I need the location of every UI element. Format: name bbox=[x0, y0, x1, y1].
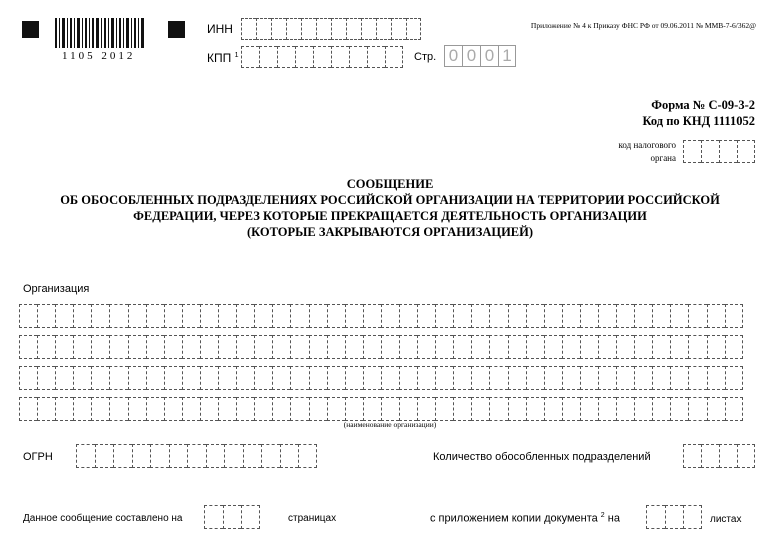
organization-cell[interactable] bbox=[236, 366, 254, 390]
organization-cell[interactable] bbox=[91, 335, 109, 359]
inn-cells[interactable] bbox=[241, 18, 421, 40]
organization-cell[interactable] bbox=[634, 304, 652, 328]
organization-cell[interactable] bbox=[580, 397, 598, 421]
organization-cell[interactable] bbox=[236, 335, 254, 359]
organization-cell[interactable] bbox=[471, 397, 489, 421]
page-number-cells bbox=[444, 45, 516, 67]
organization-cell[interactable] bbox=[489, 366, 507, 390]
organization-cell[interactable] bbox=[290, 397, 308, 421]
knd-code: Код по КНД 1111052 bbox=[642, 114, 755, 128]
organization-cell[interactable] bbox=[164, 397, 182, 421]
organization-cell[interactable] bbox=[37, 335, 55, 359]
organization-cell[interactable] bbox=[544, 397, 562, 421]
organization-cell[interactable] bbox=[381, 397, 399, 421]
organization-cell[interactable] bbox=[146, 304, 164, 328]
organization-cell[interactable] bbox=[128, 366, 146, 390]
organization-cell[interactable] bbox=[128, 397, 146, 421]
document-title: СООБЩЕНИЕ ОБ ОБОСОБЛЕННЫХ ПОДРАЗДЕЛЕНИЯХ РОССИЙСКОЙ ОРГАНИЗАЦИИ НА ТЕРРИТОРИИ РОССИЙСКОЙ ФЕДЕРАЦИИ, ЧЕРЕЗ КОТОРЫЕ ПРЕКРАЩАЕТСЯ ДЕЯТЕЛЬНОСТЬ ОРГАНИЗАЦИИ (КОТОРЫЕ ЗАКРЫВАЮТСЯ ОРГАНИЗАЦИЕЙ) bbox=[60, 177, 720, 239]
organization-cell[interactable] bbox=[309, 366, 327, 390]
organization-cell[interactable] bbox=[417, 304, 435, 328]
organization-cell[interactable] bbox=[399, 366, 417, 390]
organization-cells-row-3[interactable] bbox=[19, 366, 743, 390]
organization-cell[interactable] bbox=[182, 397, 200, 421]
organization-cell[interactable] bbox=[381, 335, 399, 359]
organization-cell[interactable] bbox=[128, 304, 146, 328]
organization-cell[interactable] bbox=[562, 397, 580, 421]
organization-cell[interactable] bbox=[453, 366, 471, 390]
organization-cell[interactable] bbox=[725, 397, 743, 421]
organization-cell[interactable] bbox=[435, 397, 453, 421]
organization-cell[interactable] bbox=[327, 366, 345, 390]
organization-cell[interactable] bbox=[345, 397, 363, 421]
organization-cell[interactable] bbox=[19, 366, 37, 390]
organization-cell[interactable] bbox=[725, 366, 743, 390]
organization-cell[interactable] bbox=[363, 335, 381, 359]
organization-cell[interactable] bbox=[327, 335, 345, 359]
tax-authority-code-label: код налогового органа bbox=[618, 140, 676, 163]
organization-cell[interactable] bbox=[652, 397, 670, 421]
organization-cell[interactable] bbox=[254, 366, 272, 390]
organization-cell[interactable] bbox=[55, 366, 73, 390]
organization-cell[interactable] bbox=[381, 366, 399, 390]
organization-cell[interactable] bbox=[182, 366, 200, 390]
organization-cell[interactable] bbox=[164, 366, 182, 390]
barcode bbox=[55, 18, 147, 52]
pages-count-cells[interactable] bbox=[204, 505, 260, 529]
ogrn-label: ОГРН bbox=[23, 451, 53, 463]
organization-cell[interactable] bbox=[598, 304, 616, 328]
organization-cell[interactable] bbox=[309, 304, 327, 328]
barcode-number: 1105 2012 bbox=[62, 50, 136, 62]
organization-cell[interactable] bbox=[37, 304, 55, 328]
organization-cell[interactable] bbox=[164, 304, 182, 328]
inn-label: ИНН bbox=[207, 22, 233, 36]
organization-cell[interactable] bbox=[146, 366, 164, 390]
organization-cell[interactable] bbox=[435, 304, 453, 328]
sheets-count-cells[interactable] bbox=[646, 505, 702, 529]
organization-cell[interactable] bbox=[580, 335, 598, 359]
organization-cell[interactable] bbox=[453, 335, 471, 359]
organization-cell[interactable] bbox=[109, 397, 127, 421]
organization-cell[interactable] bbox=[109, 366, 127, 390]
organization-cell[interactable] bbox=[562, 304, 580, 328]
organization-cell[interactable] bbox=[453, 304, 471, 328]
page-digit: 0 bbox=[462, 45, 480, 67]
organization-cell[interactable] bbox=[508, 397, 526, 421]
organization-cell[interactable] bbox=[200, 366, 218, 390]
organization-cell[interactable] bbox=[508, 366, 526, 390]
organization-cell[interactable] bbox=[544, 366, 562, 390]
organization-cell[interactable] bbox=[272, 397, 290, 421]
organization-cell[interactable] bbox=[37, 397, 55, 421]
organization-cell[interactable] bbox=[19, 397, 37, 421]
organization-cell[interactable] bbox=[91, 304, 109, 328]
ogrn-cells[interactable] bbox=[76, 444, 317, 468]
tax-authority-code-cells[interactable] bbox=[683, 140, 755, 163]
organization-cell[interactable] bbox=[634, 397, 652, 421]
organization-cell[interactable] bbox=[363, 366, 381, 390]
organization-cell[interactable] bbox=[707, 397, 725, 421]
organization-cell[interactable] bbox=[417, 366, 435, 390]
organization-cell[interactable] bbox=[616, 397, 634, 421]
organization-cell[interactable] bbox=[634, 335, 652, 359]
page-digit: 0 bbox=[444, 45, 462, 67]
organization-label: Организация bbox=[23, 283, 90, 295]
organization-cell[interactable] bbox=[345, 304, 363, 328]
organization-cell[interactable] bbox=[688, 397, 706, 421]
organization-cell[interactable] bbox=[598, 366, 616, 390]
organization-cell[interactable] bbox=[707, 335, 725, 359]
organization-cell[interactable] bbox=[526, 366, 544, 390]
page-label: Стр. bbox=[414, 51, 437, 63]
organization-cell[interactable] bbox=[544, 304, 562, 328]
organization-cell[interactable] bbox=[417, 335, 435, 359]
organization-cells-row-2[interactable] bbox=[19, 335, 743, 359]
organization-cell[interactable] bbox=[598, 397, 616, 421]
organization-cell[interactable] bbox=[489, 397, 507, 421]
organization-cell[interactable] bbox=[182, 335, 200, 359]
organization-cell[interactable] bbox=[290, 366, 308, 390]
form-number: Форма № С-09-3-2 bbox=[651, 98, 755, 112]
subdivisions-count-label: Количество обособленных подразделений bbox=[433, 451, 651, 463]
organization-cell[interactable] bbox=[435, 366, 453, 390]
organization-cell[interactable] bbox=[73, 366, 91, 390]
organization-cell[interactable] bbox=[236, 304, 254, 328]
organization-cells-row-1[interactable] bbox=[19, 304, 743, 328]
organization-cell[interactable] bbox=[526, 335, 544, 359]
organization-cell[interactable] bbox=[309, 397, 327, 421]
organization-cell[interactable] bbox=[55, 397, 73, 421]
organization-cell[interactable] bbox=[562, 335, 580, 359]
organization-cell[interactable] bbox=[544, 335, 562, 359]
organization-cell[interactable] bbox=[725, 335, 743, 359]
organization-cell[interactable] bbox=[688, 335, 706, 359]
organization-cell[interactable] bbox=[725, 304, 743, 328]
organization-cell[interactable] bbox=[254, 335, 272, 359]
organization-cell[interactable] bbox=[55, 335, 73, 359]
organization-cell[interactable] bbox=[453, 397, 471, 421]
organization-cell[interactable] bbox=[272, 335, 290, 359]
organization-cell[interactable] bbox=[471, 366, 489, 390]
organization-cell[interactable] bbox=[616, 366, 634, 390]
organization-cell[interactable] bbox=[309, 335, 327, 359]
organization-cell[interactable] bbox=[73, 304, 91, 328]
organization-cell[interactable] bbox=[218, 397, 236, 421]
composed-on-label: Данное сообщение составлено на bbox=[23, 513, 183, 524]
organization-cell[interactable] bbox=[290, 335, 308, 359]
organization-cell[interactable] bbox=[91, 397, 109, 421]
organization-cell[interactable] bbox=[19, 304, 37, 328]
organization-cell[interactable] bbox=[399, 335, 417, 359]
subdivisions-count-cells[interactable] bbox=[683, 444, 755, 468]
organization-cell[interactable] bbox=[652, 335, 670, 359]
organization-cell[interactable] bbox=[652, 366, 670, 390]
organization-cell[interactable] bbox=[345, 366, 363, 390]
organization-cell[interactable] bbox=[146, 335, 164, 359]
organization-cell[interactable] bbox=[471, 304, 489, 328]
organization-cells-row-4[interactable] bbox=[19, 397, 743, 421]
organization-cell[interactable] bbox=[182, 304, 200, 328]
pages-label: страницах bbox=[288, 513, 337, 524]
organization-cell[interactable] bbox=[37, 366, 55, 390]
organization-cell[interactable] bbox=[707, 304, 725, 328]
organization-cell[interactable] bbox=[417, 397, 435, 421]
organization-cell[interactable] bbox=[471, 335, 489, 359]
organization-cell[interactable] bbox=[652, 304, 670, 328]
organization-cell[interactable] bbox=[435, 335, 453, 359]
organization-cell[interactable] bbox=[91, 366, 109, 390]
appendix-note: Приложение № 4 к Приказу ФНС РФ от 09.06.2011 № ММВ-7-6/362@ bbox=[530, 21, 756, 30]
organization-cell[interactable] bbox=[109, 304, 127, 328]
organization-cell[interactable] bbox=[254, 397, 272, 421]
organization-cell[interactable] bbox=[73, 335, 91, 359]
organization-cell[interactable] bbox=[670, 366, 688, 390]
organization-cell[interactable] bbox=[526, 304, 544, 328]
organization-cell[interactable] bbox=[164, 335, 182, 359]
organization-cell[interactable] bbox=[73, 397, 91, 421]
organization-cell[interactable] bbox=[218, 366, 236, 390]
organization-cell[interactable] bbox=[526, 397, 544, 421]
organization-cell[interactable] bbox=[218, 304, 236, 328]
organization-cell[interactable] bbox=[272, 304, 290, 328]
organization-cell[interactable] bbox=[598, 335, 616, 359]
organization-cell[interactable] bbox=[327, 304, 345, 328]
organization-cell[interactable] bbox=[399, 304, 417, 328]
organization-cell[interactable] bbox=[363, 304, 381, 328]
page-digit: 1 bbox=[498, 45, 516, 67]
organization-cell[interactable] bbox=[19, 335, 37, 359]
organization-cell[interactable] bbox=[580, 304, 598, 328]
organization-cell[interactable] bbox=[381, 304, 399, 328]
organization-cell[interactable] bbox=[580, 366, 598, 390]
organization-cell[interactable] bbox=[218, 335, 236, 359]
organization-cell[interactable] bbox=[707, 366, 725, 390]
organization-cell[interactable] bbox=[272, 366, 290, 390]
organization-cell[interactable] bbox=[616, 304, 634, 328]
organization-cell[interactable] bbox=[670, 304, 688, 328]
organization-cell[interactable] bbox=[146, 397, 164, 421]
organization-cell[interactable] bbox=[508, 304, 526, 328]
organization-cell[interactable] bbox=[290, 304, 308, 328]
organization-cell[interactable] bbox=[128, 335, 146, 359]
organization-cell[interactable] bbox=[688, 366, 706, 390]
organization-cell[interactable] bbox=[688, 304, 706, 328]
kpp-cells[interactable] bbox=[241, 46, 403, 68]
registration-marker-left bbox=[22, 21, 39, 38]
organization-cell[interactable] bbox=[327, 397, 345, 421]
organization-cell[interactable] bbox=[254, 304, 272, 328]
registration-marker-right bbox=[168, 21, 185, 38]
organization-cell[interactable] bbox=[489, 335, 507, 359]
organization-cell[interactable] bbox=[200, 304, 218, 328]
organization-caption: (наименование организации) bbox=[343, 420, 437, 429]
organization-cell[interactable] bbox=[634, 366, 652, 390]
organization-cell[interactable] bbox=[345, 335, 363, 359]
with-copies-label: с приложением копии документа $^2$ на bbox=[430, 512, 620, 525]
organization-cell[interactable] bbox=[670, 335, 688, 359]
organization-cell[interactable] bbox=[363, 397, 381, 421]
kpp-label: КПП $^1$ bbox=[207, 51, 239, 65]
organization-cell[interactable] bbox=[236, 397, 254, 421]
organization-cell[interactable] bbox=[55, 304, 73, 328]
organization-cell[interactable] bbox=[616, 335, 634, 359]
organization-cell[interactable] bbox=[200, 397, 218, 421]
organization-cell[interactable] bbox=[562, 366, 580, 390]
organization-cell[interactable] bbox=[109, 335, 127, 359]
organization-cell[interactable] bbox=[670, 397, 688, 421]
organization-cell[interactable] bbox=[399, 397, 417, 421]
sheets-label: листах bbox=[710, 514, 742, 525]
organization-cell[interactable] bbox=[200, 335, 218, 359]
organization-cell[interactable] bbox=[508, 335, 526, 359]
organization-cell[interactable] bbox=[489, 304, 507, 328]
page-digit: 0 bbox=[480, 45, 498, 67]
